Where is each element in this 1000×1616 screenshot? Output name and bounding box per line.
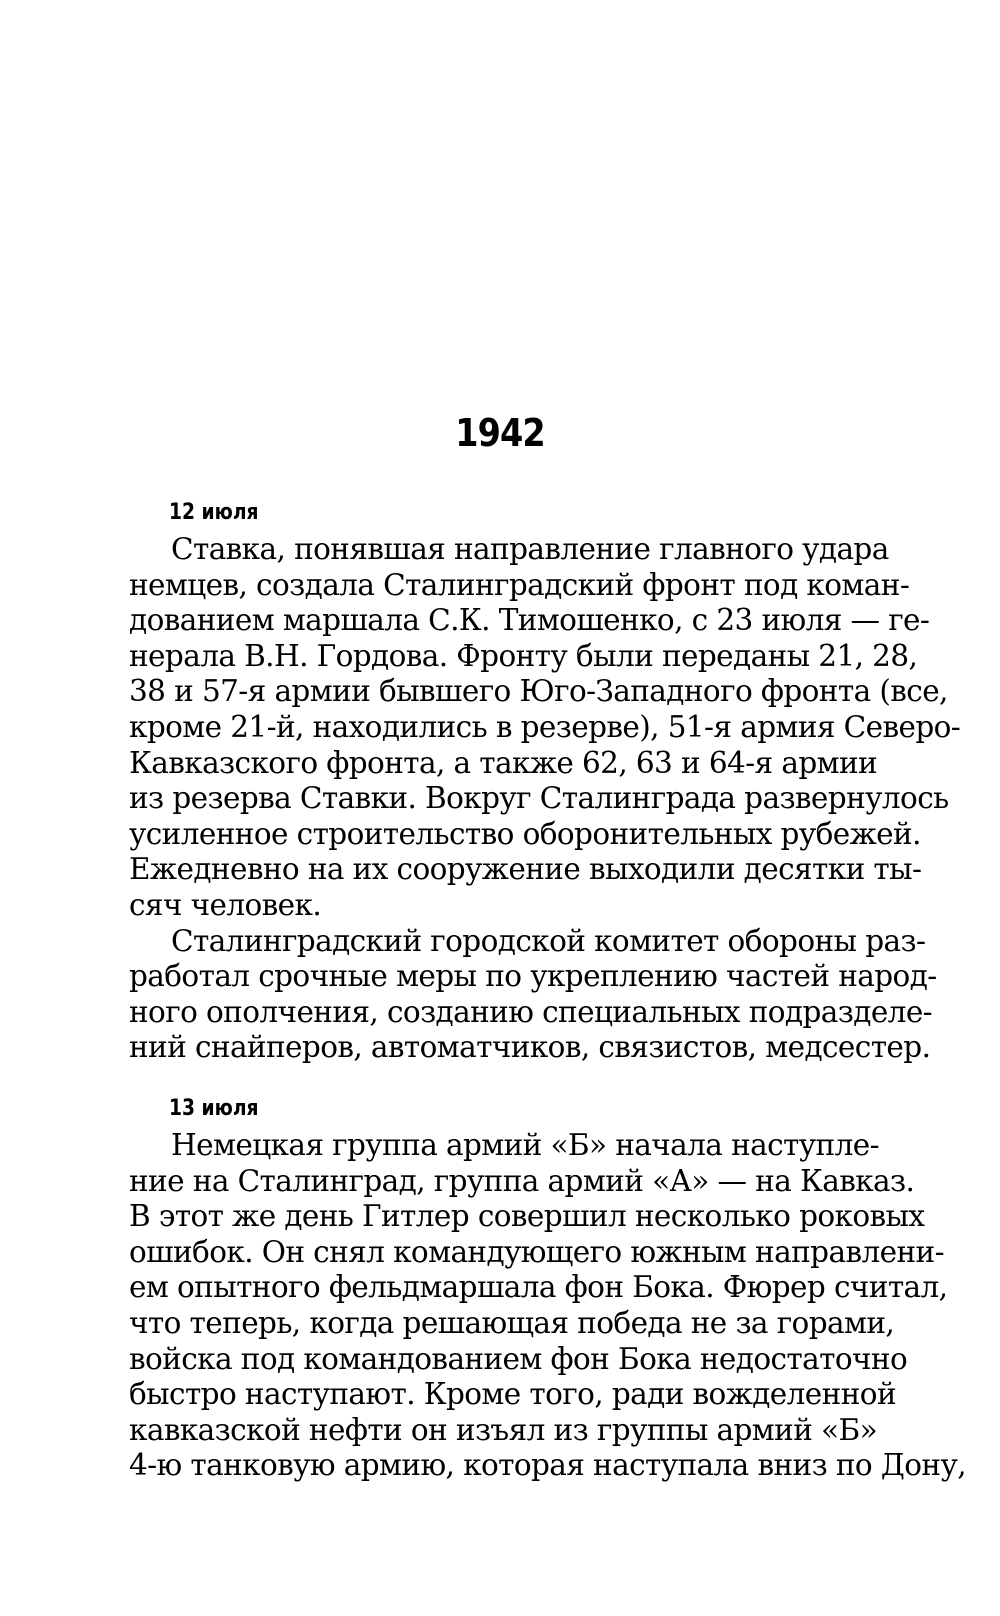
text-line: 38 и 57-я армии бывшего Юго-Западного фронта (все, — [129, 674, 948, 709]
text-line: нерала В.Н. Гордова. Фронту были переданы 21, 28, — [129, 638, 918, 673]
text-line: сяч человек. — [129, 887, 322, 922]
text-line: ние на Сталинград, группа армий «А» — на Кавказ. — [129, 1163, 915, 1198]
text-line: ошибок. Он снял командующего южным направлени- — [129, 1234, 944, 1269]
text-line: что теперь, когда решающая победа не за горами, — [129, 1305, 895, 1340]
text-line: усиленное строительство оборонительных рубежей. — [129, 816, 921, 851]
text-line: 4-ю танковую армию, которая наступала вниз по Дону, — [129, 1448, 966, 1483]
text-line: Кавказского фронта, а также 62, 63 и 64-я армии — [129, 745, 878, 780]
entry-date: 12 июля — [169, 500, 259, 525]
text-line: Сталинградский городской комитет обороны раз- — [171, 923, 926, 958]
text-line: Немецкая группа армий «Б» начала наступле- — [171, 1128, 879, 1162]
text-line: Ежедневно на их сооружение выходили десятки ты- — [129, 852, 922, 887]
text-line: кавказской нефти он изъял из группы армий «Б» — [129, 1412, 878, 1447]
entry-date: 13 июля — [169, 1096, 259, 1121]
text-line: кроме 21-й, находились в резерве), 51-я армия Северо- — [129, 709, 961, 744]
text-line: быстро наступают. Кроме того, ради вожделенной — [129, 1377, 897, 1412]
text-line: работал срочные меры по укреплению частей народ- — [129, 959, 937, 994]
chapter-year-heading: 1942 — [455, 411, 545, 455]
text-line: из резерва Ставки. Вокруг Сталинграда развернулось — [129, 781, 949, 816]
text-line: В этот же день Гитлер совершил несколько роковых — [129, 1199, 925, 1234]
entry-12-july — [129, 498, 961, 1066]
text-line: ний снайперов, автоматчиков, связистов, медсестер. — [129, 1030, 931, 1065]
text-line: дованием маршала С.К. Тимошенко, с 23 июля — ге- — [129, 603, 930, 638]
entry-13-july — [129, 1094, 966, 1484]
text-line: ем опытного фельдмаршала фон Бока. Фюрер считал, — [129, 1270, 948, 1305]
text-line: немцев, создала Сталинградский фронт под коман- — [129, 567, 910, 602]
text-line: ного ополчения, созданию специальных подразделе- — [129, 994, 933, 1029]
text-line: войска под командованием фон Бока недостаточно — [129, 1341, 908, 1376]
text-line: Ставка, понявшая направление главного удара — [171, 532, 889, 566]
